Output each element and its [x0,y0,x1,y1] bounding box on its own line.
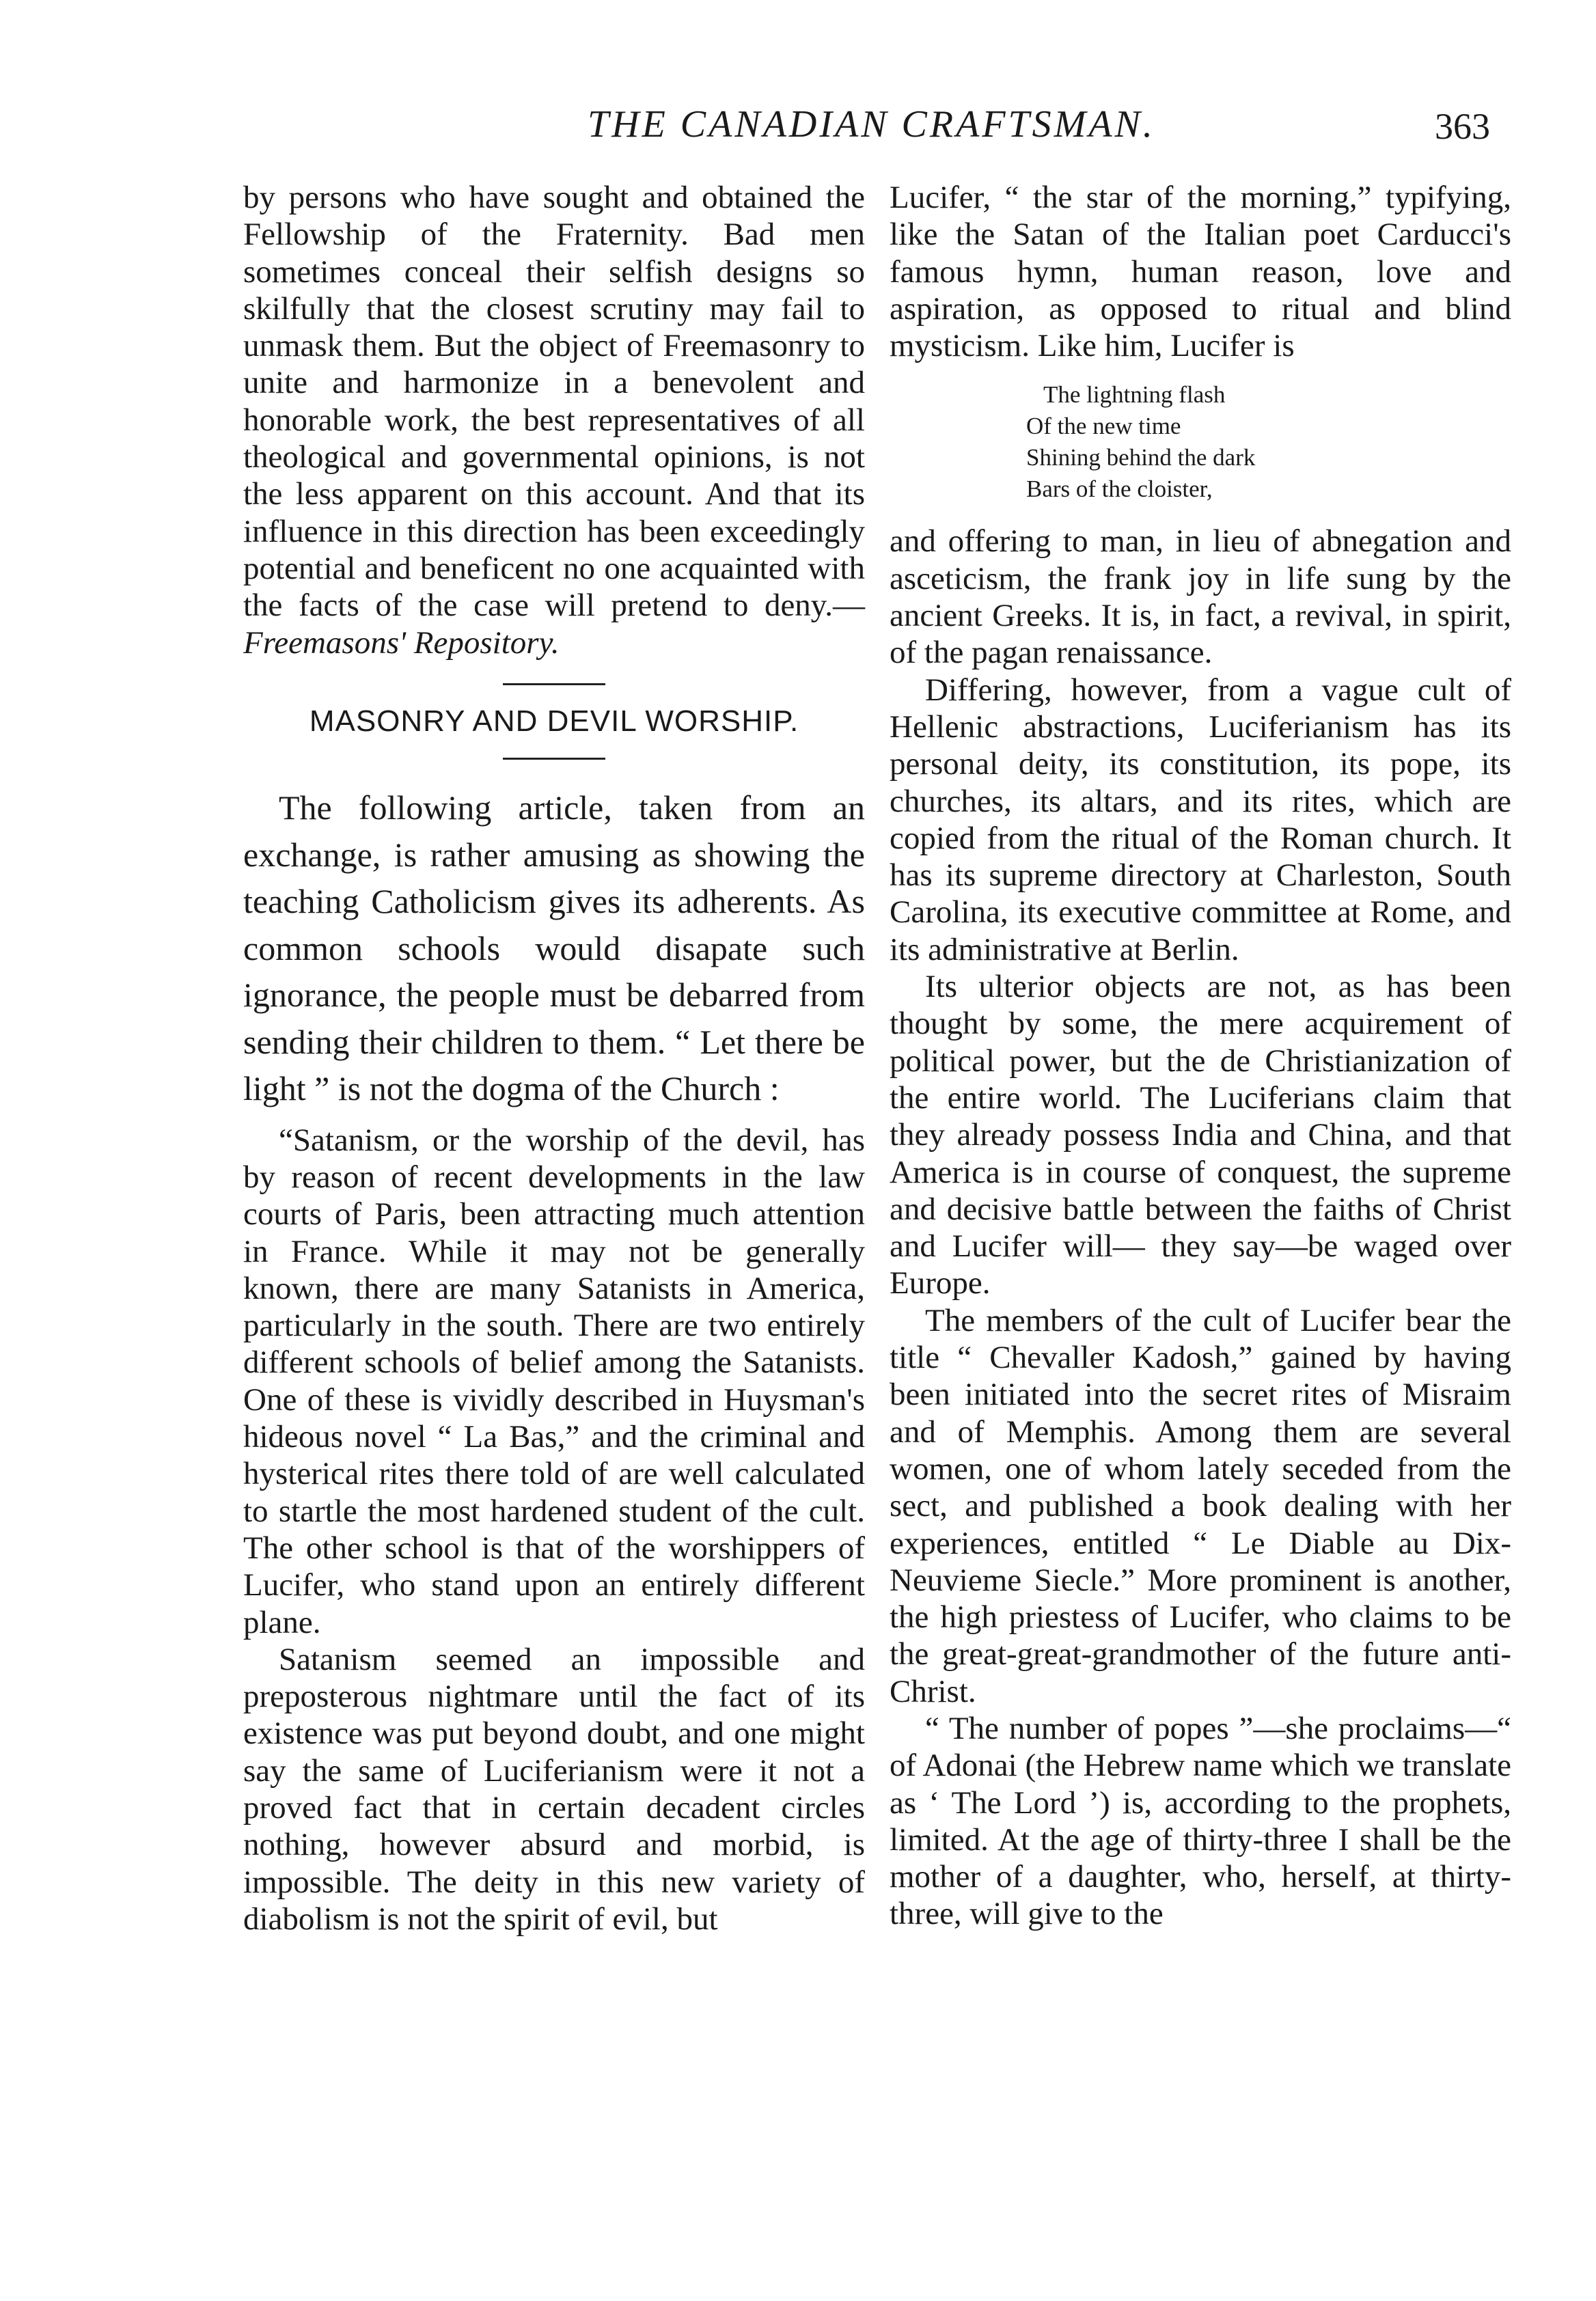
luciferianism-paragraph: Satanism seemed an impossible and preposterous nightmare until the fact of its existence was put beyond doubt, and one might say the same of Luciferianism were it not a proved fact that in certain decadent circles nothing, however absurd and morbid, is impossible. The deity in this new variety of diabolism is not the spirit of evil, but [243,1641,865,1937]
freemasonry-closing-paragraph [243,179,865,661]
page-number: 363 [1435,106,1490,147]
hellenic-cult-paragraph: Differing, however, from a vague cult of Hellenic abstractions, Luciferianism has its personal deity, its constitution, its pope, its churches, its altars, and its rites, which are copied from the ritual of the Roman church. It has its supreme directory at Charleston, South Carolina, its executive committee at Rome, and its administrative at Berlin. [890,672,1511,967]
pagan-renaissance-paragraph: and offering to man, in lieu of abnegation and asceticism, the frank joy in life sung by the ancient Greeks. It is, in fact, a revival, in spirit, of the pagan renaissance. [890,523,1511,671]
freemasonry-closing-text: by persons who have sought and obtained the Fellowship of the Fraternity. Bad men sometimes conceal their selfish designs so skilfully that the closest scrutiny may fail to unmask them. But the object of Freemasonry to unite and harmonize in a benevolent and honorable work, the best representatives of all theological and governmental opinions, is not the less apparent on this account. And that its influence in this direction has been exceedingly potential and beneficent no one acquainted with the facts of the case will pretend to deny.— [243,180,865,624]
cult-members-paragraph: The members of the cult of Lucifer bear the title “ Chevaller Kadosh,” gained by having been initiated into the secret rites of Misraim and of Memphis. Among them are several women, one of whom lately seceded from the sect, and published a book dealing with her experiences, entitled “ Le Diable au Dix-Neuvieme Siecle.” More prominent is another, the high priestess of Lucifer, who claims to be the great-great-grandmother of the future anti-Christ. [890,1302,1511,1709]
ulterior-objects-paragraph: Its ulterior objects are not, as has been thought by some, the mere acquirement of political power, but the de Christianization of the entire world. The Luciferians claim that they already possess India and China, and that America is in course of conquest, the supreme and decisive battle between the faiths of Christ and Lucifer will— they say—be waged over Europe. [890,969,1511,1301]
left-column [243,179,865,1938]
verse-line: Bars of the cloister, [1026,476,1213,503]
intro-paragraph: The following article, taken from an exchange, is rather amusing as showing the teaching Catholicism gives its adherents. As common schools would disapate such ignorance, the people must be debarred from sending their children to them. “ Let there be light ” is not the dogma of the Church : [243,788,865,1108]
quoted-verse [890,379,1511,505]
lucifer-description-paragraph: Lucifer, “ the star of the morning,” typifying, like the Satan of the Italian poet Carducci's famous hymn, human reason, love and aspiration, as opposed to ritual and blind mysticism. Like him, Lucifer is [890,180,1511,364]
verse-line: Shining behind the dark [1026,444,1256,471]
section-divider-top [503,683,605,685]
popes-quote-paragraph: “ The number of popes ”—she proclaims—“ of Adonai (the Hebrew name which we translate as ‘ The Lord ’) is, according to the prophets, limited. At the age of thirty-three I shall be the mother of a daughter, who, herself, at thirty-three, will give to the [890,1710,1511,1932]
running-head [0,102,1596,164]
verse-line: The lightning flash [1043,381,1226,409]
section-divider-bottom [503,758,605,760]
source-attribution: Freemasons' Repository. [243,624,560,661]
satanism-paragraph: “Satanism, or the worship of the devil, has by reason of recent developments in the law courts of Paris, been attracting much attention in France. While it may not be generally known, there are many Satanists in America, particularly in the south. There are two entirely different schools of belief among the Satanists. One of these is vividly described in Huysman's hideous novel “ La Bas,” and the criminal and hysterical rites there told of are well calculated to startle the most hardened student of the cult. The other school is that of the worshippers of Lucifer, who stand upon an entirely different plane. [243,1122,865,1640]
running-title: THE CANADIAN CRAFTSMAN. [588,103,1155,146]
verse-line: Of the new time [1026,413,1181,440]
right-column [890,179,1511,1933]
section-heading: MASONRY AND DEVIL WORSHIP. [309,704,799,738]
